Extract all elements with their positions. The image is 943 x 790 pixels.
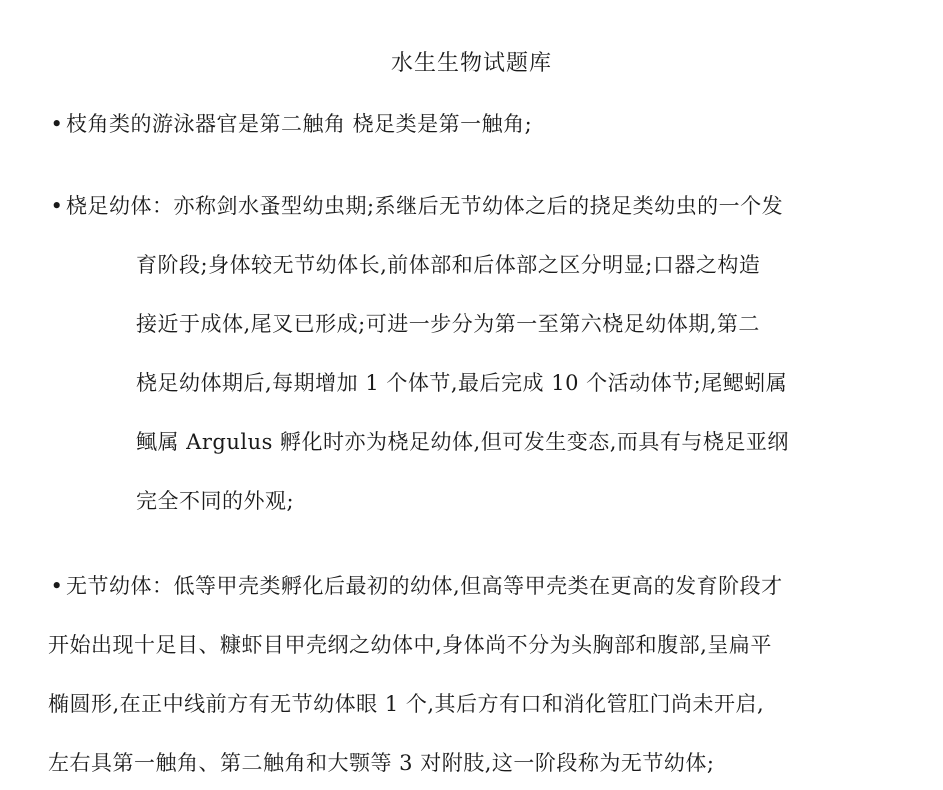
entry-3-line-4: 左右具第一触角、第二触角和大颚等 3 对附肢,这一阶段称为无节幼体;: [48, 751, 715, 775]
entry-3-text: 无节幼体：低等甲壳类孵化后最初的幼体,但高等甲壳类在更高的发育阶段才: [66, 574, 783, 598]
entry-1-line-1: [48, 110, 532, 138]
entry-3-line-1: [48, 572, 783, 600]
entry-2-line-2: 育阶段;身体较无节幼体长,前体部和后体部之区分明显;口器之构造: [136, 253, 761, 277]
entry-2-line-4: 桡足幼体期后,每期增加 1 个体节,最后完成 10 个活动体节;尾鳃蚓属: [136, 371, 788, 395]
bullet-icon: •: [50, 112, 64, 136]
entry-2-line-1: [48, 192, 783, 220]
bullet-icon: •: [50, 194, 64, 218]
document-title: 水生生物试题库: [390, 51, 552, 76]
entry-3-line-3: 椭圆形,在正中线前方有无节幼体眼 1 个,其后方有口和消化管肛门尚未开启,: [48, 692, 765, 716]
entry-2-line-5: 鲺属 Argulus 孵化时亦为桡足幼体,但可发生变态,而具有与桡足亚纲: [136, 430, 789, 454]
entry-3-line-2: 开始出现十足目、糠虾目甲壳纲之幼体中,身体尚不分为头胸部和腹部,呈扁平: [48, 633, 772, 657]
entry-1-text: 枝角类的游泳器官是第二触角 桡足类是第一触角;: [66, 112, 533, 136]
entry-2-text: 桡足幼体：亦称剑水蚤型幼虫期;系继后无节幼体之后的挠足类幼虫的一个发: [66, 194, 784, 218]
bullet-icon: •: [50, 574, 64, 598]
entry-2-line-3: 接近于成体,尾叉已形成;可进一步分为第一至第六桡足幼体期,第二: [136, 312, 760, 336]
entry-2-line-6: 完全不同的外观;: [136, 489, 295, 513]
